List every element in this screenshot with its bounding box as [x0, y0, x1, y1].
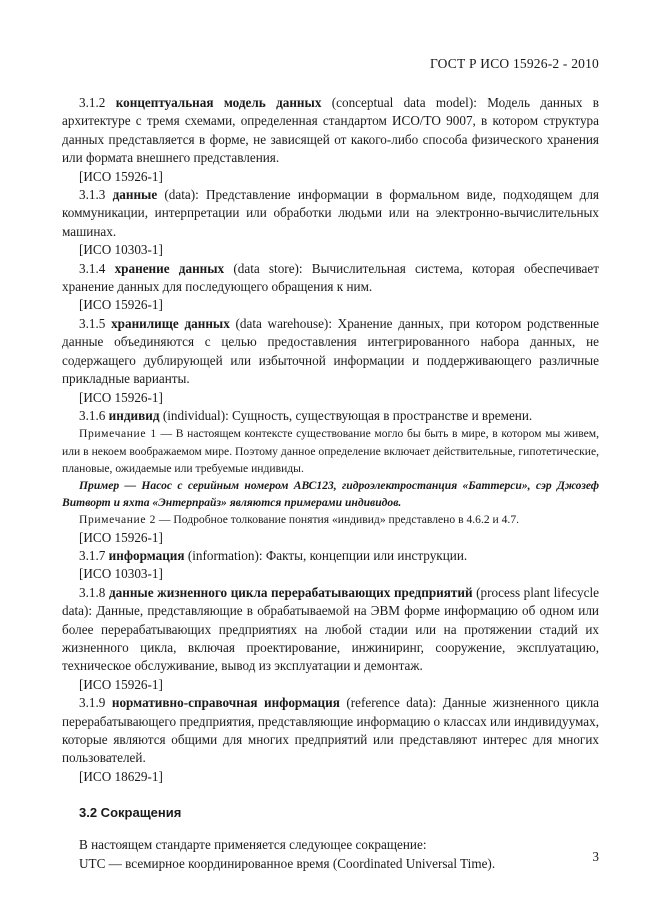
source-reference: [ИСО 10303-1]	[79, 242, 163, 258]
term: хранилище данных	[111, 315, 230, 331]
definition-3-1-2: 3.1.2 концептуальная модель данных (conceptual data model): Модель данных в архитектуре с тремя схемами, определенная стандартом ИСО/ТО 9007, в котором структура данных представляется в форме, не зависящей от какого-либо способа физического хранения или формата внешнего представления.	[62, 95, 599, 166]
term: данные	[112, 187, 158, 203]
term: информация	[108, 547, 185, 563]
definition-3-1-4: 3.1.4 хранение данных (data store): Вычислительная система, которая обеспечивает хранение данных для последующего обращения к ним.	[62, 260, 600, 295]
page-number: 3	[592, 849, 599, 864]
term: хранение данных	[114, 260, 225, 276]
abbreviations-intro: В настоящем стандарте применяется следующее сокращение:	[79, 837, 427, 853]
definition-3-1-8: 3.1.8 данные жизненного цикла перерабатывающих предприятий (process plant lifecycle data): Данные, представляющие в обрабатываемой на ЭВМ форме информацию об одном или более перерабатывающих предприятиях на любой стадии или на протяжении стадий их жизненного цикла, включая проектирование, инжиниринг, сооружение, эксплуатацию, техническое обслуживание, вывод из эксплуатации и демонтаж.	[62, 584, 600, 674]
source-reference: [ИСО 15926-1]	[79, 168, 163, 184]
definition-3-1-9: 3.1.9 нормативно-справочная информация (reference data): Данные жизненного цикла перерабатывающего предприятия, представляющие информацию о классах или индивидуумах, которые являются общими для многих предприятий или представляют интерес для многих пользователей.	[62, 695, 600, 766]
abbreviation-item: UTC — всемирное координированное время (Coordinated Universal Time).	[79, 855, 496, 871]
document-code: ГОСТ Р ИСО 15926-2 - 2010	[429, 56, 599, 71]
source-reference: [ИСО 15926-1]	[79, 297, 163, 313]
term: концептуальная модель данных	[115, 95, 322, 110]
source-reference: [ИСО 10303-1]	[79, 566, 163, 582]
term: индивид	[108, 407, 160, 423]
definition-3-1-7: 3.1.7 информация (information): Факты, концепции или инструкции.	[79, 547, 468, 563]
note-2: Примечание 2 — Подробное толкование понятия «индивид» представлено в 4.6.2 и 4.7.	[79, 513, 520, 527]
source-reference: [ИСО 15926-1]	[79, 529, 163, 545]
page-content	[62, 94, 599, 873]
source-reference: [ИСО 15926-1]	[79, 389, 163, 405]
definition-3-1-3: 3.1.3 данные (data): Представление информации в формальном виде, подходящем для коммуникации, интерпретации или обработки людьми или на электронно-вычислительных машинах.	[62, 187, 599, 239]
note-1: Примечание 1 — В настоящем контексте существование могло бы быть в мире, в котором мы живем, или в некоем воображаемом мире. Поэтому данное определение включает действительные, гипотетические, плановые, ожидаемые или требуемые индивиды.	[62, 427, 599, 475]
example: Пример — Насос с серийным номером АВС123, гидроэлектростанция «Баттерси», сэр Джозеф Витворт и яхта «Энтерпрайз» являются примерами индивидов.	[62, 478, 599, 510]
term: данные жизненного цикла перерабатывающих предприятий	[108, 584, 473, 600]
source-reference: [ИСО 18629-1]	[79, 768, 163, 784]
section-heading: 3.2 Сокращения	[79, 805, 182, 821]
definition-3-1-5: 3.1.5 хранилище данных (data warehouse): Хранение данных, при котором родственные данные объединяются с целью предоставления интегрированного набора данных, не содержащего дублирующей или избыточной информации и поддерживающего различные прикладные варианты.	[62, 315, 599, 387]
source-reference: [ИСО 15926-1]	[79, 676, 163, 692]
term: нормативно-справочная информация	[111, 695, 340, 711]
definition-3-1-6: 3.1.6 индивид (individual): Сущность, существующая в пространстве и времени.	[79, 407, 533, 423]
